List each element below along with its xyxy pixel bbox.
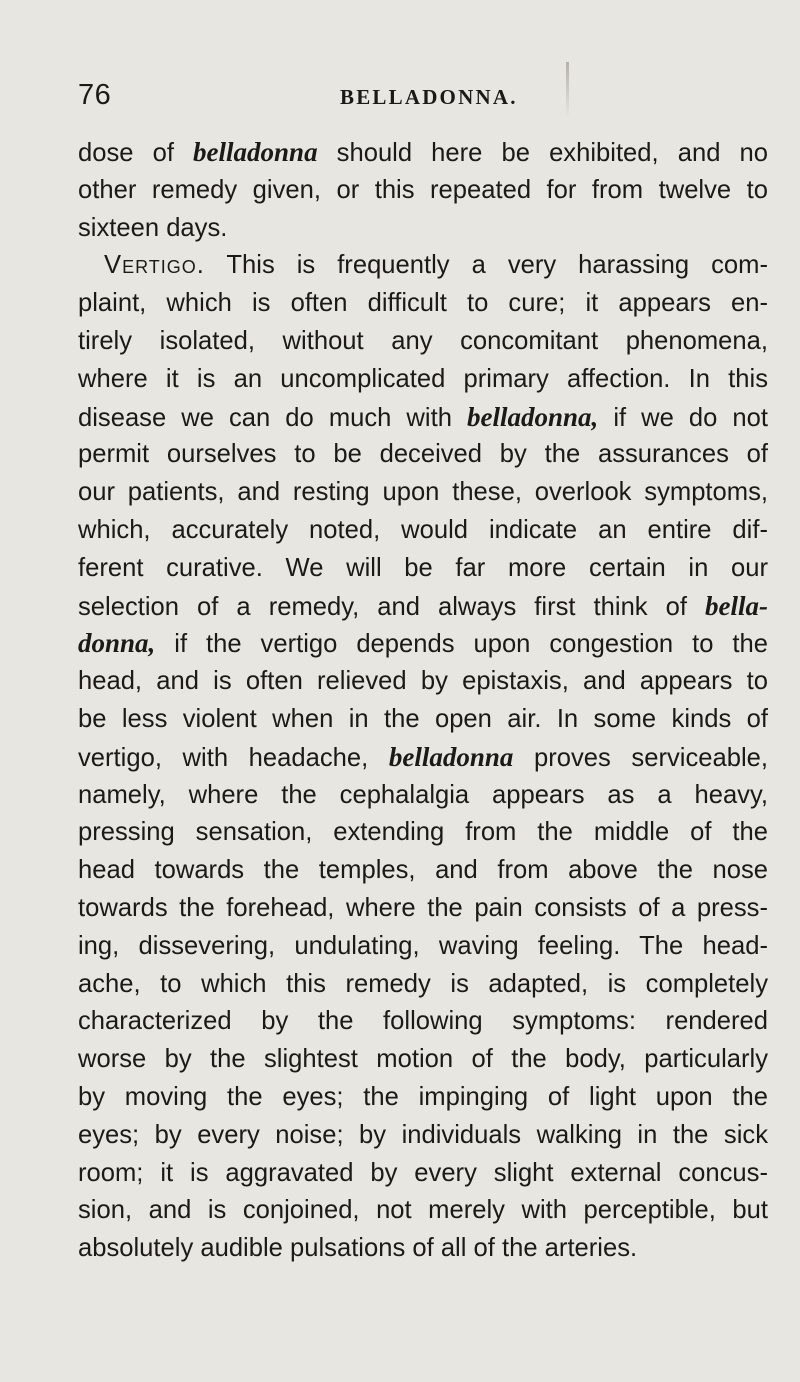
italic-term: belladonna, (467, 401, 599, 432)
text-run: namely, where the cephalalgia appears as a heavy, (78, 780, 768, 809)
running-title: BELLADONNA. (340, 85, 518, 109)
text-line (78, 928, 768, 966)
text-run: ache, to which this remedy is adapted, is completely (78, 969, 768, 998)
text-line (78, 777, 768, 815)
italic-term: bella- (705, 590, 768, 621)
text-run: if we do not (598, 403, 768, 432)
text-line (78, 663, 768, 701)
text-line (78, 134, 768, 172)
text-run: head towards the temples, and from above the nose (78, 856, 768, 885)
text-run: characterized by the following symptoms: rendered (78, 1007, 768, 1036)
text-line (78, 323, 768, 361)
text-run: if the vertigo depends upon congestion to the (155, 630, 768, 659)
text-line (78, 966, 768, 1004)
text-run: pressing sensation, extending from the middle of the (78, 818, 768, 847)
text-line (78, 701, 768, 739)
text-run: be less violent when in the open air. In some kinds of (78, 704, 768, 733)
text-run: proves serviceable, (513, 743, 768, 772)
text-run: This is frequently a very harassing com- (204, 251, 768, 280)
text-line (78, 588, 768, 626)
running-head (78, 78, 768, 112)
text-line (78, 739, 768, 777)
text-run: dose of (78, 139, 194, 167)
text-line (78, 399, 768, 437)
text-run: where it is an uncomplicated primary affection. In this (78, 364, 768, 393)
text-line (78, 852, 768, 890)
text-line (78, 1041, 768, 1079)
text-line (78, 1155, 768, 1193)
text-line (78, 1079, 768, 1117)
text-run: sion, and is conjoined, not merely with perceptible, but (78, 1196, 768, 1225)
text-line (78, 625, 768, 663)
italic-term: belladonna (388, 741, 514, 772)
text-run: towards the forehead, where the pain consists of a press- (78, 893, 768, 922)
body-text (78, 134, 768, 1268)
text-line (78, 361, 768, 399)
text-run: worse by the slightest motion of the body, particularly (78, 1045, 768, 1074)
text-line (78, 550, 768, 588)
text-run: should here be exhibited, and no (317, 139, 768, 167)
text-line (78, 285, 768, 323)
section-heading: Vertigo. (104, 251, 205, 280)
text-run: our patients, and resting upon these, overlook symptoms, (78, 478, 768, 507)
text-line (78, 1230, 768, 1268)
text-line (78, 512, 768, 550)
text-run: eyes; by every noise; by individuals walking in the sick (78, 1120, 768, 1149)
text-line (78, 210, 768, 248)
italic-term: belladonna (193, 137, 318, 167)
text-line (78, 474, 768, 512)
text-run: plaint, which is often difficult to cure; it appears en- (78, 289, 768, 318)
text-run: by moving the eyes; the impinging of light upon the (78, 1082, 768, 1111)
text-line (78, 247, 768, 285)
text-line (78, 1117, 768, 1155)
text-run: other remedy given, or this repeated for from twelve to (78, 175, 768, 204)
text-run: disease we can do much with (78, 403, 467, 432)
text-run: tirely isolated, without any concomitant phenomena, (78, 326, 768, 355)
text-run: sixteen days. (78, 213, 228, 242)
italic-term: donna, (78, 628, 156, 659)
text-line (78, 890, 768, 928)
text-run: absolutely audible pulsations of all of the arteries. (78, 1234, 638, 1263)
text-run: permit ourselves to be deceived by the assurances of (78, 440, 768, 469)
text-run: ferent curative. We will be far more certain in our (78, 553, 768, 582)
text-run: ing, dissevering, undulating, waving feeling. The head- (78, 931, 768, 960)
text-line (78, 1003, 768, 1041)
text-run: room; it is aggravated by every slight external concus- (78, 1158, 768, 1187)
text-line (78, 814, 768, 852)
page-number: 76 (78, 79, 112, 111)
text-run: vertigo, with headache, (78, 743, 389, 772)
text-run: head, and is often relieved by epistaxis, and appears to (78, 667, 768, 696)
text-line (78, 1192, 768, 1230)
text-line (78, 436, 768, 474)
text-line (78, 172, 768, 210)
text-run: selection of a remedy, and always first think of (78, 592, 706, 621)
text-run: which, accurately noted, would indicate an entire dif- (78, 515, 768, 544)
